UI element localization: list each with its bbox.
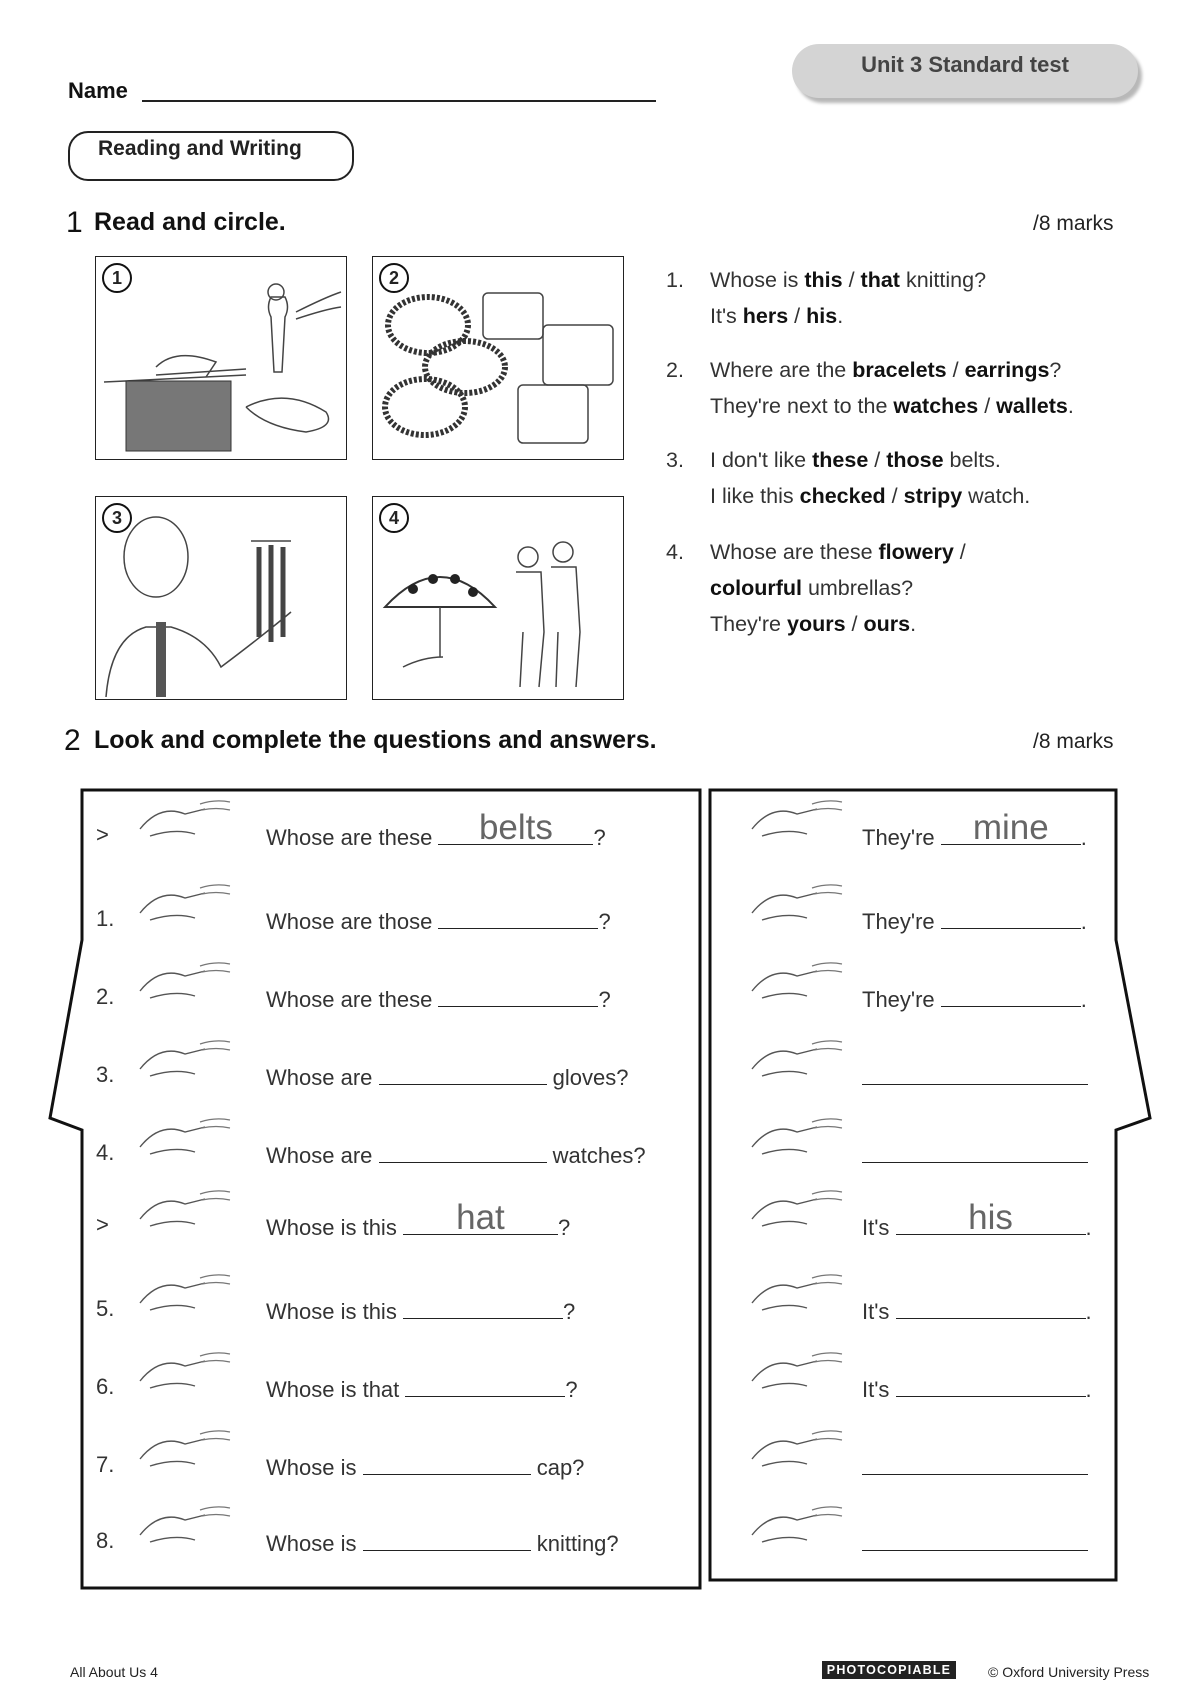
- question-text: Whose are these: [710, 540, 879, 564]
- answer-blank[interactable]: [403, 1198, 558, 1237]
- prompt-text: Whose are those: [266, 909, 439, 934]
- footer-book: All About Us 4: [70, 1664, 158, 1680]
- hands-object-icon: [130, 1024, 240, 1086]
- question-number: 1.: [96, 906, 115, 931]
- hands-object-icon: [130, 946, 240, 1008]
- answer-blank[interactable]: [403, 1296, 563, 1319]
- option-word[interactable]: checked: [799, 484, 886, 508]
- prompt-text: It's: [862, 1215, 896, 1240]
- hands-object-icon: [130, 868, 240, 930]
- option-word[interactable]: these: [812, 448, 869, 472]
- hands-object-icon: [130, 784, 240, 846]
- question-row: [266, 1198, 571, 1241]
- section2-marks: /8 marks: [1033, 730, 1114, 753]
- question-text: Where are the: [710, 358, 853, 382]
- option-word[interactable]: ours: [863, 612, 911, 636]
- question-row: [266, 1062, 628, 1091]
- question-text: ?: [1049, 358, 1062, 382]
- prompt-text: They're: [862, 909, 941, 934]
- question-number: 7.: [96, 1452, 115, 1477]
- footer-copyright: © Oxford University Press: [988, 1664, 1150, 1680]
- question-number: 1.: [666, 268, 684, 292]
- question-number: 4.: [96, 1140, 115, 1165]
- option-word[interactable]: stripy: [903, 484, 963, 508]
- answer-blank[interactable]: [941, 984, 1081, 1007]
- question-text: knitting?: [899, 268, 987, 292]
- answer-blank[interactable]: [379, 1140, 547, 1163]
- person-pointing-icon: [742, 1102, 852, 1164]
- answer-blank[interactable]: [896, 1296, 1086, 1319]
- option-word[interactable]: colourful: [710, 576, 802, 600]
- prompt-text: Whose are these: [266, 825, 439, 850]
- question-text: /: [845, 612, 864, 636]
- prompt-text: Whose is: [266, 1455, 363, 1480]
- prompt-suffix: ?: [598, 909, 611, 934]
- question-text: I don't like: [710, 448, 813, 472]
- option-word[interactable]: watches: [893, 394, 979, 418]
- option-word[interactable]: bracelets: [852, 358, 947, 382]
- answer-row: [862, 1374, 1092, 1403]
- prompt-text: Whose is that: [266, 1377, 406, 1402]
- hands-object-icon: [130, 1414, 240, 1476]
- person-pointing-icon: [742, 946, 852, 1008]
- section2-number: 2: [64, 724, 81, 757]
- section1-title: Read and circle.: [94, 208, 286, 236]
- prompt-suffix: .: [1085, 1215, 1092, 1240]
- answer-blank[interactable]: [438, 984, 598, 1007]
- question-text: /: [842, 268, 861, 292]
- person-pointing-icon: [742, 868, 852, 930]
- question-row: [266, 984, 611, 1013]
- prompt-text: They're: [862, 825, 941, 850]
- option-word[interactable]: flowery: [878, 540, 954, 564]
- prompt-text: Whose is this: [266, 1215, 403, 1240]
- question-text: /: [868, 448, 887, 472]
- answer-blank[interactable]: [896, 1198, 1086, 1237]
- question-text: It's: [710, 304, 743, 328]
- answer-blank[interactable]: [862, 1162, 1088, 1163]
- prompt-suffix: .: [1085, 1299, 1092, 1324]
- question-text: /: [885, 484, 904, 508]
- answer-blank[interactable]: [363, 1528, 531, 1551]
- answer-row: [862, 1198, 1092, 1241]
- picture-number: 1: [102, 263, 132, 293]
- hands-object-icon: [130, 1258, 240, 1320]
- answer-blank[interactable]: [862, 1474, 1088, 1475]
- answer-row: [862, 906, 1087, 935]
- example-answer: mine: [972, 808, 1049, 847]
- prompt-suffix: knitting?: [530, 1531, 619, 1556]
- prompt-text: They're: [862, 987, 941, 1012]
- question-text: umbrellas?: [801, 576, 914, 600]
- question-number: >: [96, 822, 109, 847]
- answer-row: [862, 984, 1087, 1013]
- prompt-suffix: .: [1080, 987, 1087, 1012]
- question-number: 2.: [96, 984, 115, 1009]
- hands-object-icon: [130, 1174, 240, 1236]
- question-row: [266, 1140, 646, 1169]
- example-answer: belts: [478, 808, 553, 847]
- prompt-suffix: .: [1080, 825, 1087, 850]
- question-number: >: [96, 1212, 109, 1237]
- prompt-suffix: ?: [565, 1377, 578, 1402]
- prompt-text: Whose is: [266, 1531, 363, 1556]
- prompt-suffix: ?: [562, 1299, 576, 1324]
- answer-blank[interactable]: [438, 906, 598, 929]
- answer-blank[interactable]: [896, 1374, 1086, 1397]
- question-text: /: [978, 394, 997, 418]
- prompt-suffix: cap?: [530, 1455, 585, 1480]
- photocopiable-badge: PHOTOCOPIABLE: [822, 1661, 956, 1679]
- answer-blank[interactable]: [862, 1550, 1088, 1551]
- person-pointing-icon: [742, 1024, 852, 1086]
- prompt-text: Whose is this: [266, 1299, 403, 1324]
- prompt-suffix: gloves?: [546, 1065, 629, 1090]
- question-text: Whose is: [710, 268, 805, 292]
- answer-row: [862, 808, 1087, 851]
- question-row: [266, 1374, 578, 1403]
- picture-number: 3: [102, 503, 132, 533]
- question-number: 3.: [666, 448, 684, 472]
- option-word[interactable]: hers: [742, 304, 789, 328]
- question-number: 4.: [666, 540, 684, 564]
- answer-blank[interactable]: [862, 1084, 1088, 1085]
- question-text: belts.: [943, 448, 1001, 472]
- section2-title: Look and complete the questions and answers.: [94, 726, 657, 754]
- question-text: watch.: [962, 484, 1031, 508]
- prompt-suffix: .: [1080, 909, 1087, 934]
- question-number: 3.: [96, 1062, 115, 1087]
- picture-number: 4: [379, 503, 409, 533]
- question-number: 8.: [96, 1528, 115, 1553]
- prompt-text: It's: [862, 1299, 896, 1324]
- example-answer: hat: [456, 1198, 505, 1237]
- question-text: /: [946, 358, 965, 382]
- option-word[interactable]: this: [804, 268, 843, 292]
- answer-blank[interactable]: [405, 1374, 565, 1397]
- answer-blank[interactable]: [941, 906, 1081, 929]
- section1-marks: /8 marks: [1033, 212, 1114, 235]
- hands-object-icon: [130, 1102, 240, 1164]
- person-pointing-icon: [742, 1414, 852, 1476]
- picture-number: 2: [379, 263, 409, 293]
- answer-blank[interactable]: [379, 1062, 547, 1085]
- prompt-text: Whose are: [266, 1143, 379, 1168]
- name-label: Name: [68, 78, 128, 103]
- unit-label: Unit 3 Standard test: [792, 44, 1138, 98]
- prompt-text: It's: [862, 1377, 896, 1402]
- question-row: [266, 1452, 584, 1481]
- prompt-suffix: watches?: [546, 1143, 646, 1168]
- person-pointing-icon: [742, 1336, 852, 1398]
- answer-blank[interactable]: [941, 808, 1081, 847]
- question-row: [266, 1296, 575, 1325]
- prompt-suffix: ?: [557, 1215, 571, 1240]
- question-text: They're next to the: [710, 394, 894, 418]
- question-text: .: [1067, 394, 1074, 418]
- person-pointing-icon: [742, 1490, 852, 1552]
- question-text: They're: [710, 612, 787, 636]
- option-word[interactable]: his: [806, 304, 838, 328]
- example-answer: his: [968, 1198, 1013, 1237]
- person-pointing-icon: [742, 1174, 852, 1236]
- option-word[interactable]: yours: [787, 612, 846, 636]
- prompt-text: Whose are: [266, 1065, 379, 1090]
- question-text: .: [910, 612, 917, 636]
- question-row: [266, 1528, 619, 1557]
- option-word[interactable]: wallets: [996, 394, 1068, 418]
- section-label: Reading and Writing: [68, 131, 354, 181]
- hands-object-icon: [130, 1490, 240, 1552]
- prompt-suffix: .: [1085, 1377, 1092, 1402]
- question-text: I like this: [710, 484, 800, 508]
- section1-number: 1: [66, 206, 83, 239]
- prompt-suffix: ?: [598, 987, 611, 1012]
- prompt-text: Whose are these: [266, 987, 439, 1012]
- question-number: 2.: [666, 358, 684, 382]
- question-text: .: [837, 304, 844, 328]
- person-pointing-icon: [742, 784, 852, 846]
- option-word[interactable]: earrings: [964, 358, 1050, 382]
- person-pointing-icon: [742, 1258, 852, 1320]
- question-number: 6.: [96, 1374, 115, 1399]
- question-text: /: [953, 540, 966, 564]
- question-number: 5.: [96, 1296, 115, 1321]
- option-word[interactable]: that: [860, 268, 900, 292]
- question-row: [266, 808, 606, 851]
- question-text: /: [788, 304, 807, 328]
- question-row: [266, 906, 611, 935]
- answer-blank[interactable]: [438, 808, 593, 847]
- answer-blank[interactable]: [363, 1452, 531, 1475]
- hands-object-icon: [130, 1336, 240, 1398]
- answer-row: [862, 1296, 1092, 1325]
- prompt-suffix: ?: [593, 825, 606, 850]
- option-word[interactable]: those: [886, 448, 944, 472]
